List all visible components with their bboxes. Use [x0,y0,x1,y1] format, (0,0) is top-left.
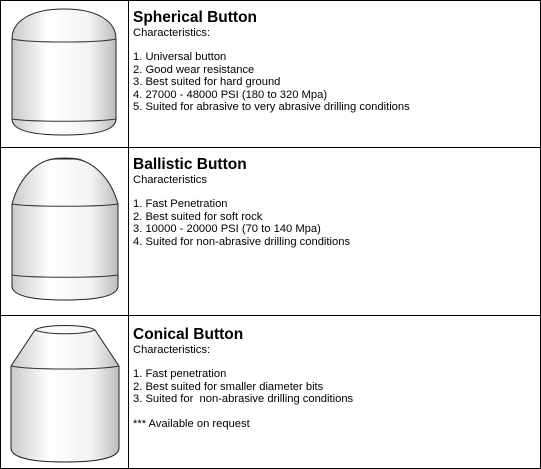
list-item: 2. Best suited for soft rock [133,210,263,223]
ballistic-button-image [1,148,129,315]
list-item: 5. Suited for abrasive to very abrasive drilling conditions [133,101,410,114]
list-item: 1. Fast penetration [133,368,227,381]
row-title: Spherical Button [133,9,258,26]
ballistic-button-description [133,156,536,248]
list-item: 4. 27000 - 48000 PSI (180 to 320 Mpa) [133,88,328,101]
spherical-button-description [133,9,536,113]
availability-note: *** Available on request [133,417,250,430]
row-title: Ballistic Button [133,156,247,173]
row-subtitle: Characteristics [133,174,207,186]
table-row [1,316,540,468]
row-subtitle: Characteristics: [133,27,211,39]
list-item: 2. Best suited for smaller diameter bits [133,380,324,393]
spherical-button-image [1,1,129,147]
table-row [1,1,540,148]
list-item: 1. Universal button [133,51,227,64]
row-subtitle: Characteristics: [133,344,211,356]
list-item: 3. 10000 - 20000 PSI (70 to 140 Mpa) [133,223,321,236]
list-item: 1. Fast Penetration [133,198,228,211]
table-row [1,148,540,316]
list-item: 2. Good wear resistance [133,63,255,76]
conical-button-image [1,316,129,468]
row-title: Conical Button [133,326,244,343]
list-item: 3. Best suited for hard ground [133,76,281,89]
list-item: 4. Suited for non-abrasive drilling conditions [133,235,351,248]
list-item: 3. Suited for non-abrasive drilling conditions [133,393,354,406]
conical-button-description [133,326,536,430]
